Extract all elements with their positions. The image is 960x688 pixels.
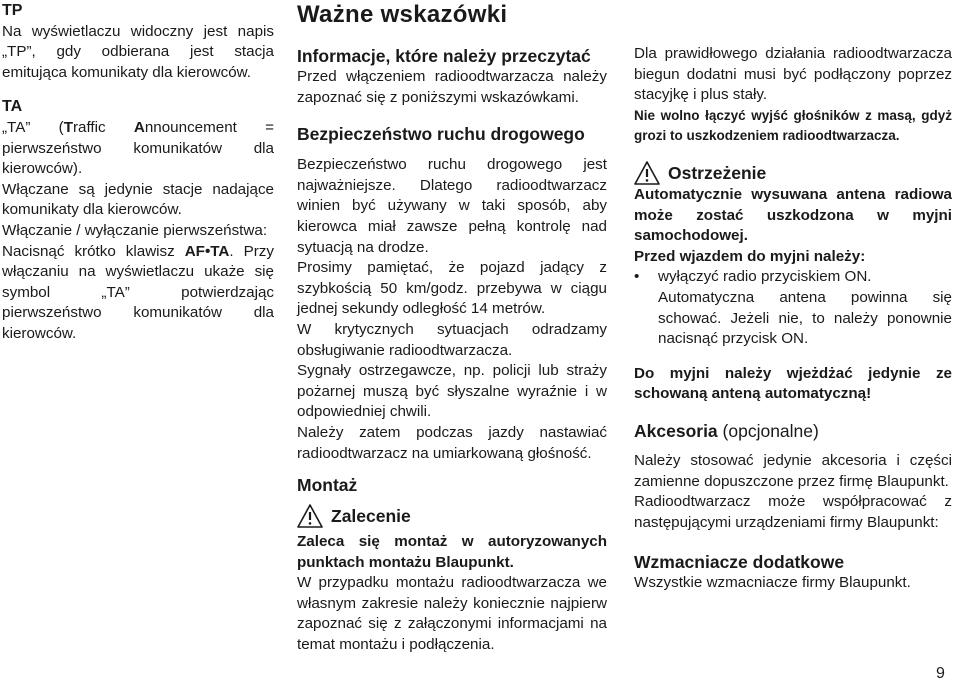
ta-text-3: Włączanie / wyłączanie pierwszeństwa: [2, 221, 268, 239]
safety-text-2: Prosimy pamiętać, że pojazd jadący z szybkością 50 km/godz. przebywa w ciągu jednej sekundy odległość 14 metrów. [297, 259, 607, 318]
mount-heading: Montaż [297, 475, 358, 496]
accessories-heading-bold: Akcesoria [634, 420, 718, 441]
tp-text: Na wyświetlaczu widoczny jest napis „TP”, gdy odbierana jest stacja emitująca komunikaty dla kierowców. [2, 22, 274, 81]
warning-bold-2: Przed wjazdem do myjni należy: [634, 247, 866, 265]
amplifiers-heading: Wzmacniacze dodatkowe [634, 552, 845, 573]
page-title: Ważne wskazówki [297, 1, 508, 28]
accessories-heading-normal: (opcjonalne) [717, 420, 819, 441]
bullet-text-1: wyłączyć radio przyciskiem ON. [658, 268, 872, 286]
accessories-heading [634, 420, 952, 442]
ta-def-mid: raffic [72, 118, 134, 136]
ta-heading: TA [2, 98, 23, 116]
tp-heading: TP [2, 2, 23, 19]
ta-def-post: nnouncement = pierwszeństwo komunikatów dla kierowców). [2, 118, 274, 178]
recommendation-heading: Zalecenie [331, 506, 411, 527]
recommendation-header [297, 504, 607, 528]
ground-warning-bold: Nie wolno łączyć wyjść głośników z masą, gdyż grozi to uszkodzeniem radioodtwarzacza. [634, 107, 952, 144]
safety-heading: Bezpieczeństwo ruchu drogowego [297, 124, 585, 145]
column-middle [297, 0, 607, 656]
bullet-dot: • [634, 268, 640, 286]
ta-press-post: . Przy włączaniu na wyświetlaczu ukaże się symbol „TA” potwierdzając pierwszeństwo komunikatów dla kierowców. [2, 242, 274, 342]
safety-text-3: W krytycznych sytuacjach odradzamy obsługiwanie radioodtwarzacza. [297, 320, 607, 359]
warning-triangle-icon [297, 504, 323, 528]
ground-text: Dla prawidłowego działania radioodtwarzacza biegun dodatni musi być podłączony poprzez stacyjkę i plus stały. [634, 45, 952, 104]
ta-def-t: T [63, 118, 73, 136]
ta-definition [2, 118, 274, 180]
recommendation-bold: Zaleca się montaż w autoryzowanych punktach montażu Blaupunkt. [297, 533, 607, 571]
warning-bold-3: Do myjni należy wjeżdżać jedynie ze schowaną anteną automatyczną! [634, 364, 952, 403]
warning-triangle-icon [634, 161, 660, 185]
amplifiers-text: Wszystkie wzmacniacze firmy Blaupunkt. [634, 574, 911, 592]
page-number: 9 [936, 665, 945, 682]
accessories-text-1: Należy stosować jedynie akcesoria i części zamienne dopuszczone przez firmę Blaupunkt. [634, 451, 952, 490]
ta-press-instruction [2, 242, 274, 345]
ta-def-pre: „TA” ( [2, 118, 64, 136]
safety-text-4: Sygnały ostrzegawcze, np. policji lub straży pożarnej muszą być słyszalne wyraźnie i w odpowiedniej chwili. [297, 362, 607, 421]
ta-text-2: Włączane są jedynie stacje nadające komunikaty dla kierowców. [2, 180, 274, 219]
accessories-text-2: Radioodtwarzacz może współpracować z następującymi urządzeniami firmy Blaupunkt: [634, 493, 952, 531]
info-heading: Informacje, które należy przeczytać [297, 46, 591, 66]
af-ta-key: AF•TA [184, 242, 230, 260]
safety-text-5: Należy zatem podczas jazdy nastawiać radioodtwarzacz na umiarkowaną głośność. [297, 423, 607, 462]
warning-heading: Ostrzeżenie [668, 162, 767, 183]
bullet-text-2: Automatyczna antena powinna się schować. Jeżeli nie, to należy ponownie nacisnąć przycisk ON. [658, 288, 952, 348]
ta-def-a: A [133, 118, 145, 136]
recommendation-text: W przypadku montażu radioodtwarzacza we własnym zakresie należy koniecznie najpierw zapoznać się z załączonymi informacjami na temat montażu i podłączenia. [297, 574, 607, 654]
list-item [634, 267, 952, 288]
info-text: Przed włączeniem radioodtwarzacza należy zapoznać się z poniższymi wskazówkami. [297, 68, 607, 106]
warning-bold-1: Automatycznie wysuwana antena radiowa może zostać uszkodzona w myjni samochodowej. [634, 185, 952, 245]
warning-header [634, 161, 952, 185]
column-left [2, 0, 274, 345]
column-right [634, 0, 952, 594]
ta-press-pre: Nacisnąć krótko klawisz [2, 242, 185, 260]
safety-text-1: Bezpieczeństwo ruchu drogowego jest najważniejsze. Dlatego radioodtwarzacz winien być używany w taki sposób, aby kierowca miał zawsze pełną kontrolę nad sytuacją na drodze. [297, 156, 607, 256]
